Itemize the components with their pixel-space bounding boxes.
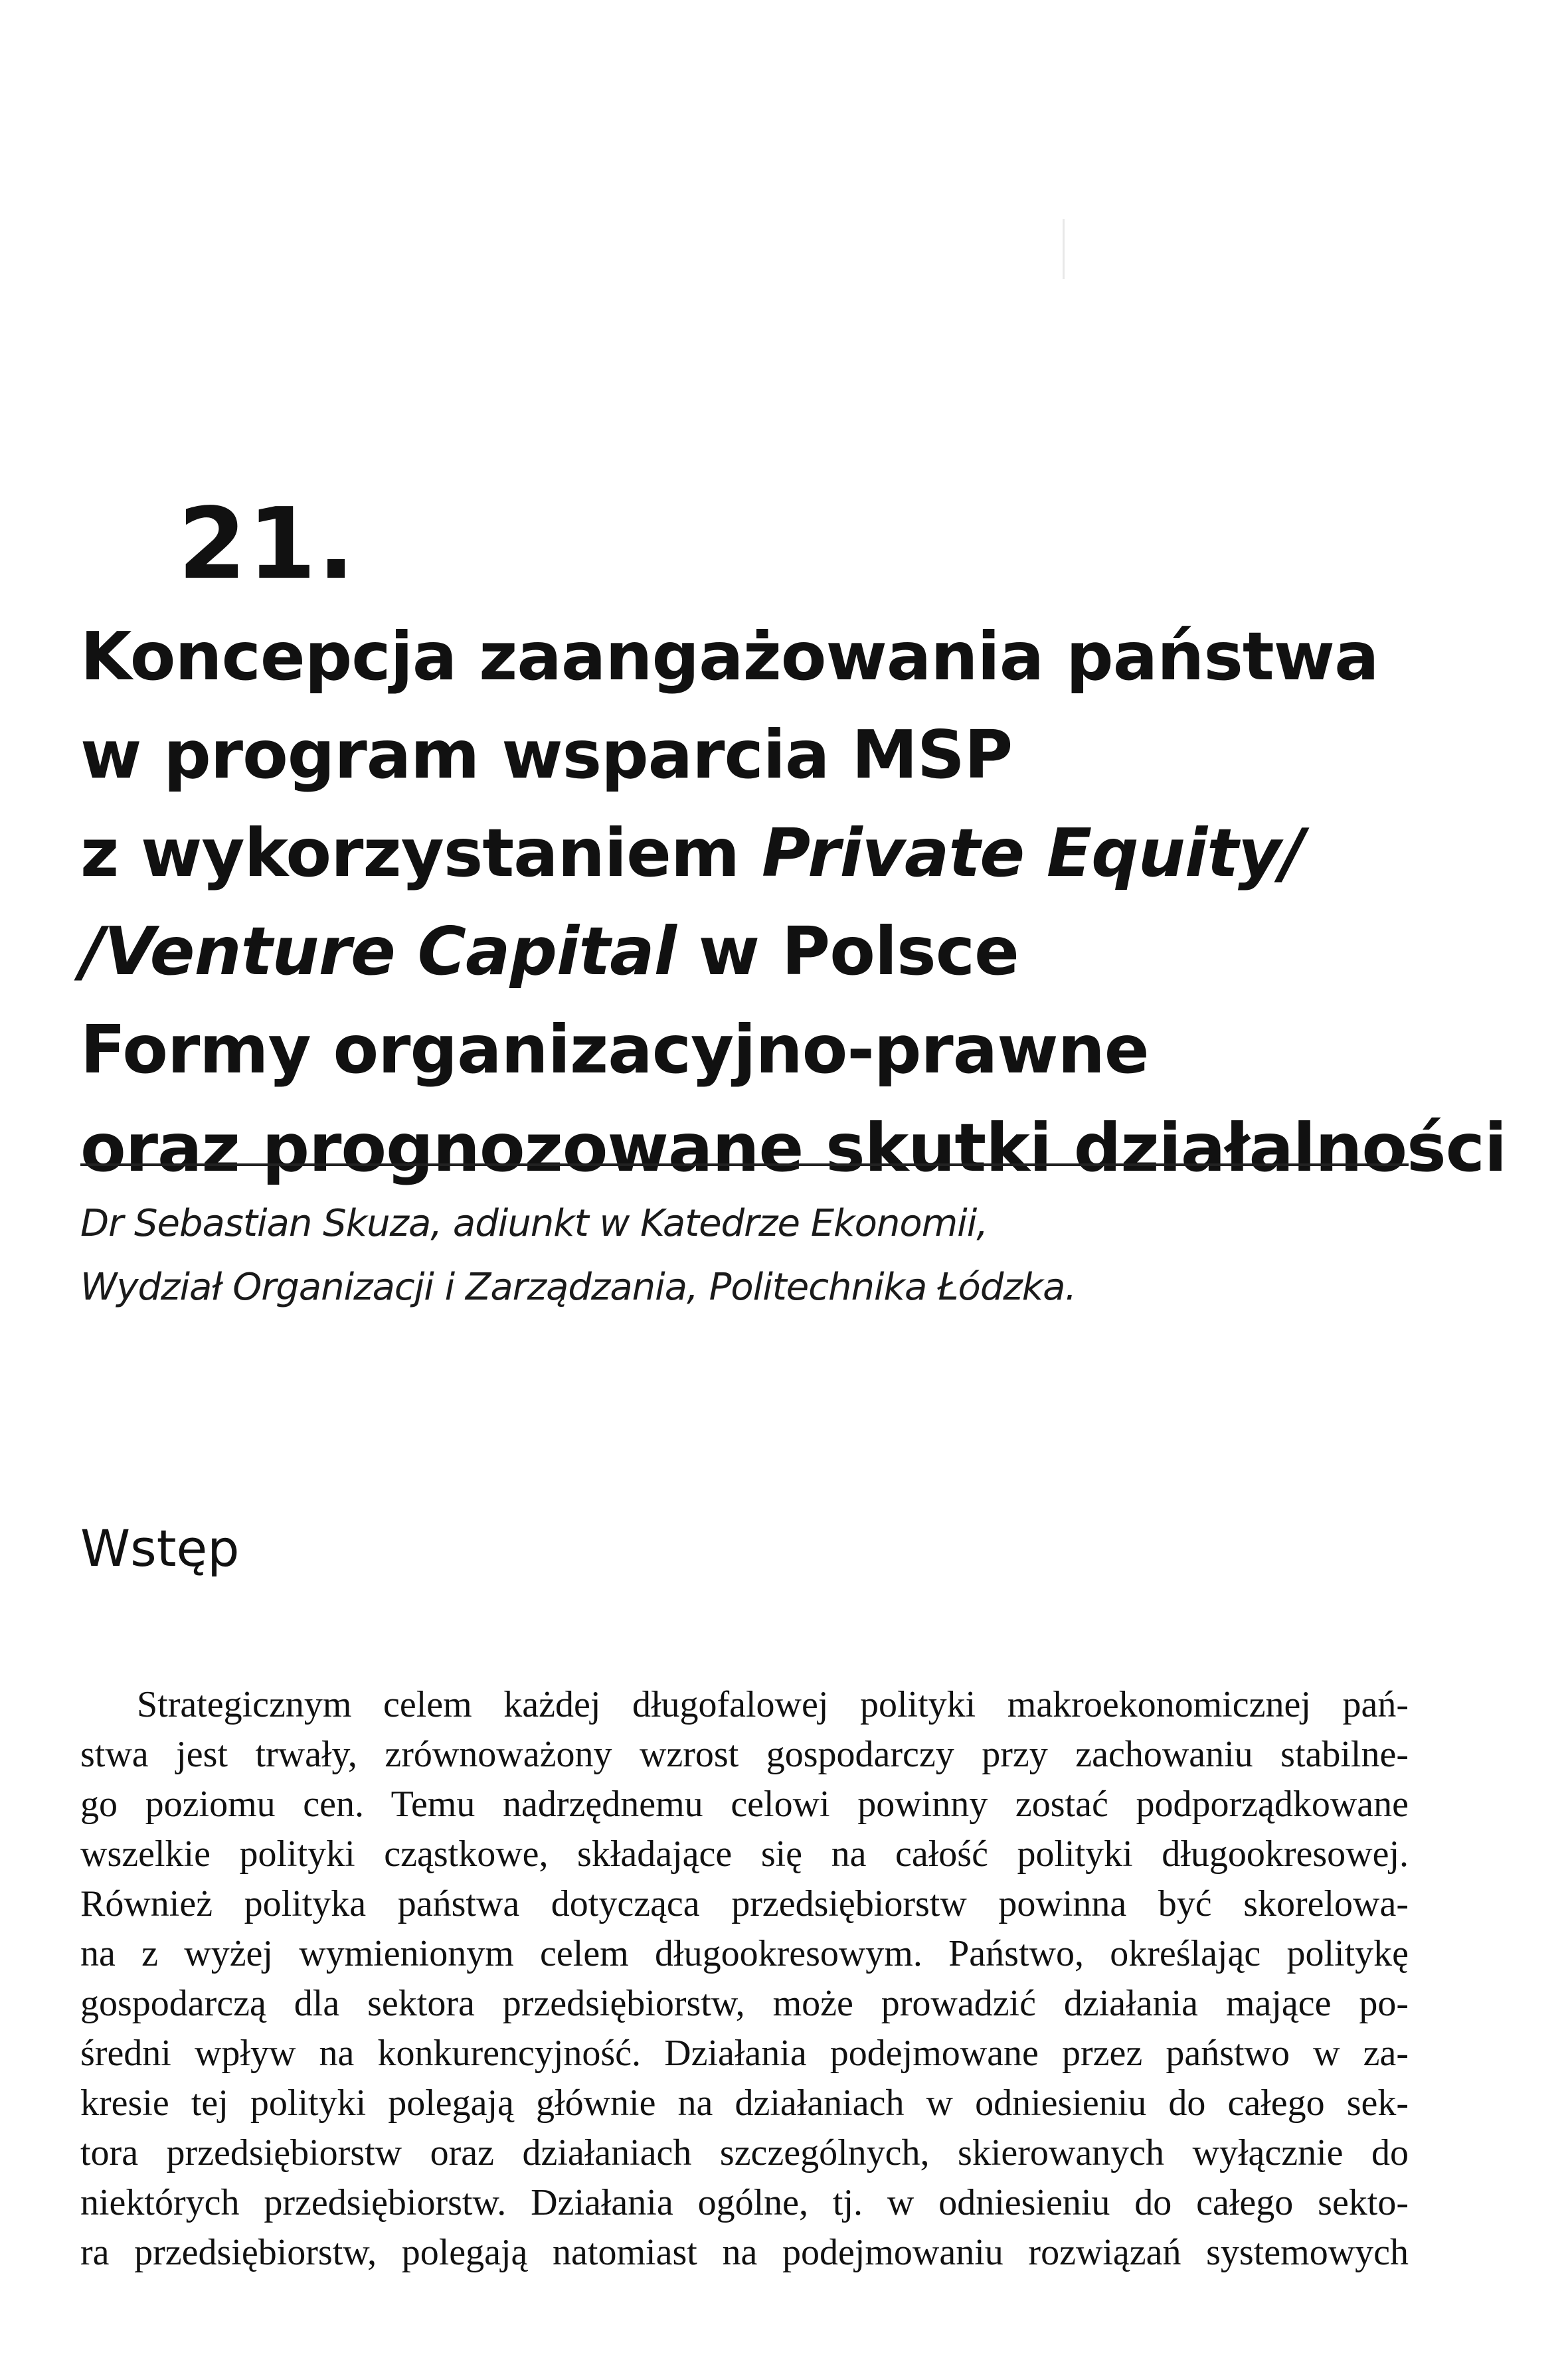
title-line-4	[80, 902, 1488, 1001]
title-line-3-text: z wykorzystaniem	[80, 814, 762, 892]
author-line-1: Dr Sebastian Skuza, adiunkt w Katedrze Ekonomii,	[80, 1202, 988, 1245]
body-line: średni wpływ na konkurencyjność. Działania podejmowane przez państwo w za-	[80, 2033, 1409, 2074]
body-line: wszelkie polityki cząstkowe, składające się na całość polityki długookresowej.	[80, 1833, 1409, 1875]
body-line: gospodarczą dla sektora przedsiębiorstw, może prowadzić działania mające po-	[80, 1983, 1409, 2024]
title-line-2	[80, 706, 1488, 804]
section-heading: Wstęp	[80, 1519, 240, 1578]
body-line: tora przedsiębiorstw oraz działaniach szczególnych, skierowanych wyłącznie do	[80, 2132, 1409, 2173]
author-line-2: Wydział Organizacji i Zarządzania, Politechnika Łódzka.	[80, 1266, 1077, 1309]
chapter-title	[80, 608, 1507, 1197]
body-line: niektórych przedsiębiorstw. Działania ogólne, tj. w odniesieniu do całego sekto-	[80, 2182, 1409, 2223]
title-line-2-text: w program wsparcia MSP	[80, 716, 1013, 794]
author-affiliation	[80, 1192, 1475, 1319]
title-line-1-text: Koncepcja zaangażowania państwa	[80, 618, 1379, 695]
body-line: go poziomu cen. Temu nadrzędnemu celowi powinny zostać podporządkowane	[80, 1784, 1409, 1825]
body-line: kresie tej polityki polegają głównie na działaniach w odniesieniu do całego sek-	[80, 2082, 1409, 2124]
chapter-number: 21.	[178, 487, 357, 601]
body-line: ra przedsiębiorstw, polegają natomiast na podejmowaniu rozwiązań systemowych	[80, 2232, 1409, 2273]
body-paragraph	[80, 1680, 1409, 2278]
title-line-6	[80, 1099, 1507, 1197]
title-line-4-text: w Polsce	[675, 912, 1019, 990]
body-line: stwa jest trwały, zrównoważony wzrost gospodarczy przy zachowaniu stabilne-	[80, 1734, 1409, 1775]
body-line: na z wyżej wymienionym celem długookresowym. Państwo, określając politykę	[80, 1933, 1409, 1974]
body-line: Strategicznym celem każdej długofalowej polityki makroekonomicznej pań-	[137, 1684, 1409, 1725]
scan-artifact	[1063, 219, 1065, 279]
title-line-5-text: Formy organizacyjno-prawne	[80, 1011, 1149, 1088]
title-line-5	[80, 1001, 1488, 1099]
body-line: Również polityka państwa dotycząca przedsiębiorstw powinna być skorelowa-	[80, 1883, 1409, 1924]
title-line-1	[80, 608, 1488, 706]
title-divider	[80, 1163, 1409, 1166]
title-line-4-italic: /Venture Capital	[80, 912, 676, 990]
title-line-3-italic: Private Equity/	[761, 814, 1304, 892]
title-line-6-text: oraz prognozowane skutki działalności	[80, 1109, 1507, 1187]
title-line-3	[80, 804, 1488, 902]
